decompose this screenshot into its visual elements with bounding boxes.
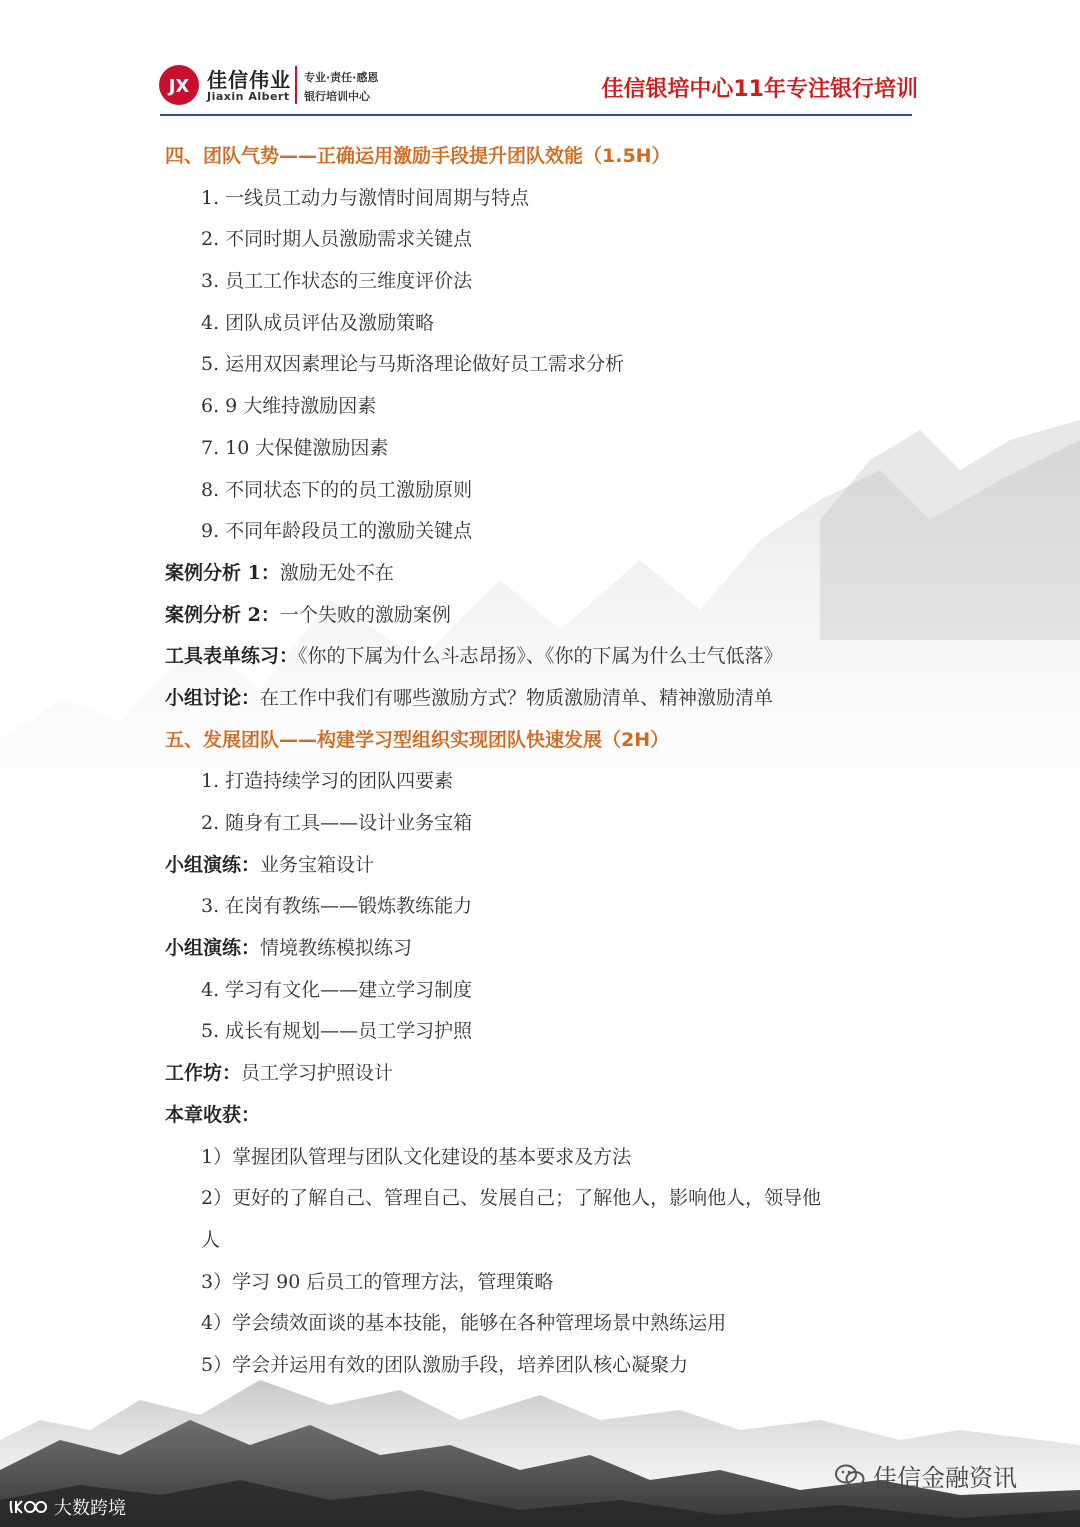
slogan-line-1: 专业·责任·感恩: [304, 71, 379, 84]
gain-item: 4）学会绩效面谈的基本技能，能够在各种管理场景中熟练运用: [201, 1312, 727, 1335]
list-item: 2. 随身有工具——设计业务宝箱: [201, 812, 473, 834]
case-analysis-2: [165, 595, 925, 637]
list-item: 5. 运用双因素理论与马斯洛理论做好员工需求分析: [201, 353, 625, 376]
logo-divider: [295, 66, 297, 104]
group-drill-1-text: 业务宝箱设计: [260, 853, 375, 876]
chapter-gains-label: 本章收获：: [165, 1103, 261, 1126]
gain-item: 1）掌握团队管理与团队文化建设的基本要求及方法: [201, 1145, 632, 1168]
list-item: 4. 团队成员评估及激励策略: [201, 311, 435, 334]
tool-form-label: 工具表单练习：: [165, 645, 299, 668]
source-logo-icon: [8, 1497, 48, 1517]
gain-item: 5）学会并运用有效的团队激励手段，培养团队核心凝聚力: [201, 1353, 689, 1376]
workshop-label: 工作坊：: [165, 1062, 242, 1085]
list-item: 3. 在岗有教练——锻炼教练能力: [201, 895, 473, 918]
page-header: [0, 0, 1080, 120]
header-divider: [160, 114, 912, 116]
gain-item: 2）更好的了解自己、管理自己、发展自己；了解他人，影响他人，领导他: [201, 1187, 822, 1210]
wechat-account-name: 佳信金融资讯: [873, 1464, 1017, 1492]
section-heading-4: 四、团队气势——正确运用激励手段提升团队效能（1.5H）: [165, 145, 671, 167]
list-item: 7. 10 大保健激励因素: [201, 436, 389, 459]
logo-chinese-name: 佳信伟业: [207, 68, 291, 92]
jx-logo-icon: [158, 64, 200, 106]
case-analysis-2-text: 一个失败的激励案例: [279, 603, 451, 626]
slogan-line-2: 银行培训中心: [304, 90, 370, 103]
wechat-watermark: [835, 1458, 1017, 1493]
slogan: [304, 68, 378, 106]
workshop: [165, 1053, 925, 1095]
workshop-text: 员工学习护照设计: [241, 1062, 394, 1085]
document-body: [165, 136, 925, 1387]
logo-initials: JX: [168, 76, 190, 97]
section-heading-5: 五、发展团队——构建学习型组织实现团队快速发展（2H）: [165, 728, 670, 751]
tool-form-exercise: [165, 636, 925, 678]
list-item: 6. 9 大维持激励因素: [201, 395, 377, 418]
group-drill-1: [165, 845, 925, 887]
group-drill-1-label: 小组演练：: [165, 853, 261, 876]
logo-english-name: Jiaxin Albert: [207, 90, 290, 103]
list-item: 1. 一线员工动力与激情时间周期与特点: [201, 186, 530, 209]
gain-item: 3）学习 90 后员工的管理方法，管理策略: [201, 1270, 554, 1293]
list-item: 1. 打造持续学习的团队四要素: [201, 770, 454, 793]
group-discussion-label: 小组讨论：: [165, 686, 261, 709]
list-item: 4. 学习有文化——建立学习制度: [201, 978, 473, 1001]
source-name: 大数跨境: [54, 1498, 126, 1519]
group-drill-2-label: 小组演练：: [165, 937, 261, 960]
wechat-icon: [835, 1463, 865, 1489]
list-item: 9. 不同年龄段员工的激励关键点: [201, 520, 473, 543]
list-item: 8. 不同状态下的的员工激励原则: [201, 478, 473, 501]
group-drill-2: [165, 928, 925, 970]
list-item: 5. 成长有规划——员工学习护照: [201, 1020, 473, 1043]
tool-form-text: 《你的下属为什么斗志昂扬》、《你的下属为什么士气低落》: [298, 645, 783, 668]
group-discussion: [165, 678, 925, 720]
case-analysis-1-text: 激励无处不在: [279, 561, 394, 584]
gain-item-continuation: 人: [201, 1228, 221, 1251]
group-discussion-text: 在工作中我们有哪些激励方式？物质激励清单、精神激励清单: [260, 686, 774, 709]
source-watermark: [8, 1494, 126, 1520]
list-item: 3. 员工工作状态的三维度评价法: [201, 270, 473, 293]
list-item: 2. 不同时期人员激励需求关键点: [201, 228, 473, 251]
case-analysis-2-label: 案例分析 2：: [165, 603, 280, 626]
case-analysis-1-label: 案例分析 1：: [165, 561, 280, 584]
case-analysis-1: [165, 553, 925, 595]
group-drill-2-text: 情境教练模拟练习: [260, 937, 413, 960]
header-title: 佳信银培中心11年专注银行培训: [601, 77, 918, 102]
